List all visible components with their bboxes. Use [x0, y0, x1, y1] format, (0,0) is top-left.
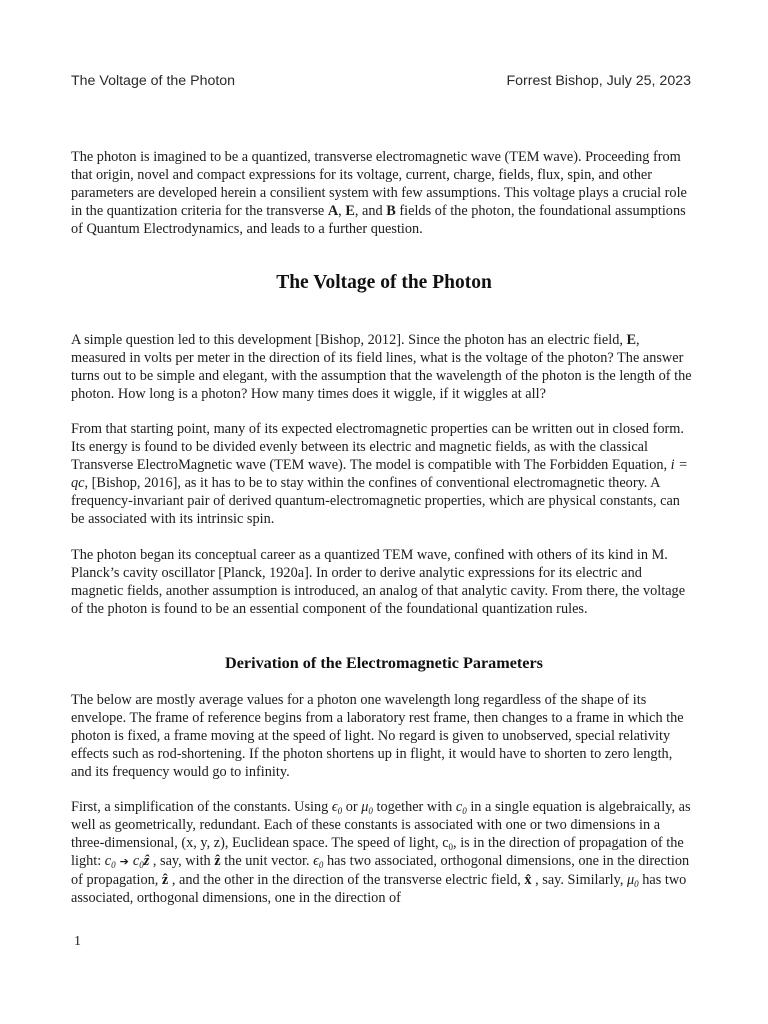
- mu-symbol: μ: [361, 799, 369, 815]
- subscript-zero: 0: [448, 842, 454, 852]
- c-symbol: c: [132, 853, 140, 869]
- body-paragraph-2: [71, 420, 696, 528]
- epsilon-symbol: ϵ: [331, 799, 338, 815]
- paragraph-text: , is in the direction of propagation of the light:: [71, 835, 684, 869]
- abstract-text: The photon is imagined to be a quantized, transverse electromagnetic wave (TEM wave). Proceeding from that origin, novel and compact expressions for its voltage, current, charge, fields, flux, spin, and other parameters are developed herein a consilient system with few assumptions. This voltage plays a crucial role in the quantization criteria for the transverse: [71, 149, 687, 219]
- abstract-bold-e: E: [345, 203, 355, 219]
- arrow-icon: ➔: [119, 855, 129, 868]
- subscript-zero: 0: [337, 806, 343, 816]
- header-author-date: Forrest Bishop, July 25, 2023: [506, 73, 691, 89]
- c-symbol: c: [104, 853, 112, 869]
- page-number: 1: [74, 934, 81, 949]
- x-hat: x̂: [524, 872, 532, 888]
- abstract-bold-b: B: [386, 203, 396, 219]
- abstract-sep: , and: [354, 203, 387, 219]
- paragraph-text: or: [342, 799, 362, 815]
- paragraph-text: , and the other in the direction of the transverse electric field,: [168, 872, 525, 888]
- subscript-zero: 0: [462, 806, 467, 816]
- z-hat: ẑ: [161, 872, 169, 888]
- c-zero: [456, 799, 467, 815]
- paragraph-text: A simple question led to this development [Bishop, 2012]. Since the photon has an electric field,: [71, 332, 627, 348]
- paragraph-text: First, a simplification of the constants. Using: [71, 799, 332, 815]
- mu-symbol: μ: [626, 872, 635, 888]
- epsilon-zero: [332, 799, 342, 815]
- body-paragraph-5: [71, 798, 696, 907]
- paragraph-text: , [Bishop, 2016], as it has to be to stay within the confines of conventional electromagnetic theory. A frequency-invariant pair of derived quantum-electromagnetic properties, which are physical constants, can be associated with its intrinsic spin.: [71, 475, 680, 527]
- paragraph-text: the unit vector.: [220, 853, 314, 869]
- body-paragraph-4: The below are mostly average values for a photon one wavelength long regardless of the shape of its envelope. The frame of reference begins from a laboratory rest frame, then changes to a frame in which the photon is fixed, a frame moving at the speed of light. No regard is given to unobserved, special relativity effects such as rod-shortening. If the photon shortens up in flight, it would have to shorten to zero length, and its frequency would go to infinity.: [71, 692, 684, 780]
- subscript-zero: 0: [318, 860, 324, 870]
- paragraph-text: has two associated, orthogonal dimensions, one in the direction of propagation,: [71, 853, 690, 888]
- c-symbol: c: [455, 799, 463, 815]
- header-title: The Voltage of the Photon: [71, 73, 236, 89]
- paragraph-text: , measured in volts per meter in the direction of its field lines, what is the voltage of the photon? The answer turns out to be simple and elegant, with the assumption that the wavelength of the photon is the length of the photon. How long is a photon? How many times does it wiggle, if it wiggles at all?: [71, 332, 692, 402]
- body-paragraph-3: The photon began its conceptual career as a quantized TEM wave, confined with others of its kind in M. Planck’s cavity oscillator [Planck, 1920a]. In order to derive analytic expressions for its electric and magnetic fields, another assumption is introduced, an analog of that analytic cavity. From there, the voltage of the photon is found to be an essential component of the foundational quantization rules.: [71, 547, 686, 617]
- subscript-zero: 0: [111, 860, 116, 870]
- paragraph-text: has two associated, orthogonal dimensions, one in the direction of: [71, 872, 687, 906]
- paragraph-text: , say, with: [149, 853, 215, 869]
- bold-e: E: [626, 332, 637, 348]
- z-hat: ẑ: [143, 853, 150, 869]
- section-heading-voltage: The Voltage of the Photon: [276, 272, 492, 293]
- abstract-paragraph: [71, 148, 696, 238]
- paragraph-text: From that starting point, many of its expected electromagnetic properties can be written out in closed form. Its energy is found to be divided evenly between its electric and magnetic fields, as with the classical Transverse ElectroMagnetic wave (TEM wave). The model is compatible with The Forbidden Equation,: [71, 421, 684, 473]
- subscript-zero: 0: [368, 806, 373, 816]
- forbidden-equation: i = qc: [71, 457, 688, 491]
- body-paragraph-1: [71, 331, 696, 403]
- subscript-zero: 0: [634, 879, 639, 889]
- subscript-zero: 0: [139, 860, 144, 870]
- paragraph-text: together with: [372, 799, 456, 815]
- abstract-tail: fields of the photon, the foundational assumptions of Quantum Electrodynamics, and leads to a further question.: [71, 203, 686, 237]
- section-heading-derivation: Derivation of the Electromagnetic Parameters: [225, 654, 543, 672]
- mu-zero: [627, 872, 639, 888]
- paragraph-text: , say. Similarly,: [531, 872, 627, 888]
- running-header: [71, 73, 691, 93]
- z-hat: ẑ: [214, 853, 221, 869]
- abstract-sep: ,: [338, 203, 346, 219]
- epsilon-symbol: ϵ: [313, 853, 319, 869]
- c-zero-zhat: [133, 853, 149, 869]
- c-zero: [105, 853, 116, 869]
- mu-zero: [361, 799, 373, 815]
- paragraph-text: in a single equation is algebraically, as well as geometrically, redundant. Each of these constants is associated with one or two dimensions in a three-dimensional, (x, y, z), Euclidean space. The speed of light, c: [71, 799, 691, 851]
- epsilon-zero: [313, 853, 323, 869]
- abstract-bold-a: A: [327, 203, 339, 219]
